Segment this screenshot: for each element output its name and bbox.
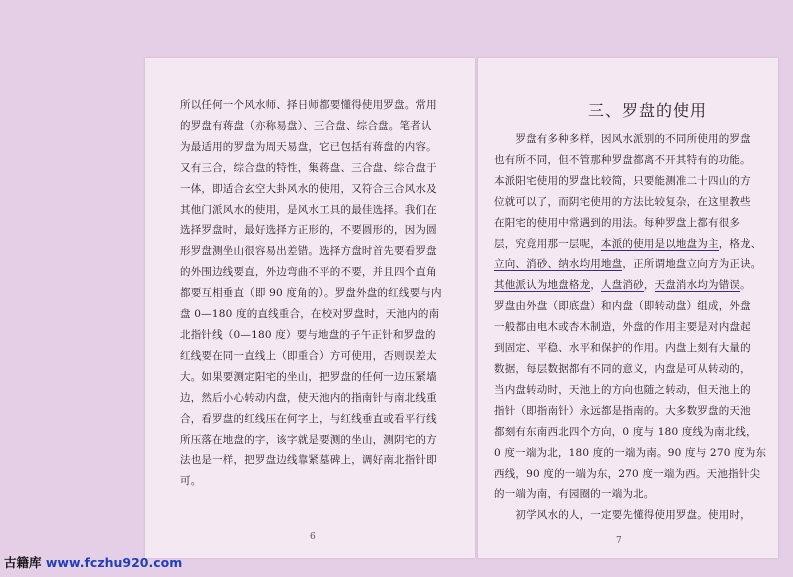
right-page-text bbox=[494, 129, 766, 526]
section-heading: 三、罗盘的使用 bbox=[588, 101, 708, 120]
text-segment: 西线，90 度的一端为东，270 度一端为西。天池指针尖 bbox=[494, 467, 761, 480]
text-segment: ，正所谓地盘立向方为正诀。 bbox=[622, 258, 762, 271]
watermark-url: www.fczhu920.com bbox=[45, 555, 183, 570]
text-segment: 指针（即指南针）永远都是指南的。大多数罗盘的天池 bbox=[494, 404, 751, 417]
text-line: 都要互相垂直（即 90 度角的）。罗盘外盘的红线要与内 bbox=[180, 287, 442, 300]
underlined-text: 天盘消水均为错误 bbox=[654, 279, 741, 292]
underlined-text: 立向、消砂、纳水均用地盘 bbox=[494, 258, 623, 271]
text-line bbox=[494, 464, 766, 485]
text-line: 所压落在地盘的字，该字就是要测的坐山，测阴宅的方 bbox=[180, 433, 437, 446]
text-line bbox=[494, 254, 766, 275]
text-segment: 本派阳宅使用的罗盘比较简，只要能测准二十四山的方 bbox=[494, 174, 751, 187]
text-segment: 罗盘由外盘（即底盘）和内盘（即转动盘）组成，外盘 bbox=[494, 300, 751, 313]
text-line: 其他门派风水的使用，是风水工具的最佳选择。我们在 bbox=[180, 203, 437, 216]
text-line bbox=[494, 129, 766, 150]
text-line: 选择罗盘时，最好选择方正形的，不要圆形的，因为圆 bbox=[180, 224, 437, 237]
underlined-text: 本派的使用是以地盘为主 bbox=[601, 237, 719, 250]
text-line: 所以任何一个风水师、择日师都要懂得使用罗盘。常用 bbox=[180, 99, 437, 111]
text-line: 红线要在同一直线上（即重合）方可使用，否则误差太 bbox=[180, 349, 437, 362]
text-segment: 到固定、平稳、水平和保护的作用。内盘上刻有大量的 bbox=[494, 342, 751, 355]
text-line: 合，看罗盘的红线压在何字上，与红线垂直或看平行线 bbox=[180, 412, 437, 425]
watermark bbox=[4, 553, 182, 571]
underlined-text: 其他派认为地盘格龙 bbox=[494, 279, 591, 292]
text-segment: 位就可以了，而阴宅使用的方法比较复杂，在这里教些 bbox=[494, 195, 751, 208]
text-line bbox=[494, 234, 766, 255]
text-line bbox=[494, 484, 766, 505]
text-segment: 在阳宅的使用中常遇到的用法。每种罗盘上都有很多 bbox=[494, 216, 741, 229]
text-line: 法也是一样，把罗盘边线靠紧墓碑上，调好南北指针即 bbox=[180, 454, 437, 467]
left-page-number: 6 bbox=[310, 532, 316, 542]
text-line bbox=[494, 401, 766, 422]
text-line: 大。如果要测定阳宅的坐山，把罗盘的任何一边压紧墙 bbox=[180, 370, 437, 383]
text-line bbox=[494, 422, 766, 443]
text-line bbox=[494, 380, 766, 401]
text-line bbox=[494, 338, 766, 359]
text-segment: 当内盘转动时，天池上的方向也随之转动，但天池上的 bbox=[494, 383, 751, 396]
text-segment: ， bbox=[590, 279, 602, 292]
text-line: 为最适用的罗盘为周天易盘，它已包括有蒋盘的内容。 bbox=[180, 140, 437, 153]
underlined-text: 人盘消砂 bbox=[601, 279, 644, 292]
text-line bbox=[494, 171, 766, 192]
text-line: 形罗盘测坐山很容易出差错。选择方盘时首先要看罗盘 bbox=[180, 245, 437, 258]
text-line: 又有三合，综合盘的特性，集蒋盘、三合盘、综合盘于 bbox=[180, 161, 437, 174]
text-line bbox=[494, 443, 766, 464]
left-page bbox=[145, 58, 475, 558]
text-segment: ，格龙、 bbox=[718, 237, 762, 250]
text-segment: 也有所不同，但不管那种罗盘都离不开其特有的功能。 bbox=[494, 153, 751, 166]
text-line: 可。 bbox=[180, 475, 202, 488]
text-line bbox=[494, 505, 766, 526]
left-page-text bbox=[180, 95, 442, 492]
text-line: 的罗盘有蒋盘（亦称易盘）、三合盘、综合盘。笔者认 bbox=[180, 119, 432, 132]
text-segment: 都刻有东南西北四个方向，0 度与 180 度线为南北线， bbox=[494, 425, 757, 438]
text-line bbox=[494, 150, 766, 171]
text-segment: 初学风水的人，一定要先懂得使用罗盘。使用时， bbox=[494, 509, 751, 522]
text-line bbox=[494, 296, 766, 317]
text-line bbox=[494, 275, 766, 296]
text-line: 一体，即适合玄空大卦风水的使用，又符合三合风水及 bbox=[180, 182, 437, 195]
text-segment: 。 bbox=[740, 279, 751, 292]
text-segment: 0 度一端为北，180 度的一端为南。90 度与 270 度为东 bbox=[494, 446, 767, 459]
right-page bbox=[478, 58, 778, 558]
text-segment: 一般都由电木或杏木制造，外盘的作用主要是对内盘起 bbox=[494, 321, 751, 334]
text-line: 盘 0—180 度的直线重合，在校对罗盘时，天池内的南 bbox=[180, 308, 440, 321]
text-segment: 层，究竟用那一层呢， bbox=[494, 237, 601, 250]
text-line bbox=[494, 192, 766, 213]
text-line: 北指针线（0—180 度）要与地盘的子午正针和罗盘的 bbox=[180, 328, 436, 341]
text-line bbox=[494, 317, 766, 338]
text-segment: 的一端为南，有园圈的一端为北。 bbox=[494, 488, 655, 501]
text-line: 边，然后小心转动内盘，使天池内的指南针与南北线重 bbox=[180, 391, 437, 404]
text-line bbox=[494, 213, 766, 234]
text-segment: 罗盘有多种多样，因风水派别的不同所使用的罗盘 bbox=[494, 133, 751, 145]
right-page-number: 7 bbox=[616, 536, 622, 546]
text-line: 的外围边线要直，外边弯曲不平的不要，并且四个直角 bbox=[180, 266, 437, 279]
text-segment: 数据，每层数据都有不同的意义，内盘是可从转动的， bbox=[494, 362, 751, 375]
text-line bbox=[494, 359, 766, 380]
text-segment: ， bbox=[643, 279, 655, 292]
watermark-site-name: 古籍库 bbox=[4, 555, 42, 570]
